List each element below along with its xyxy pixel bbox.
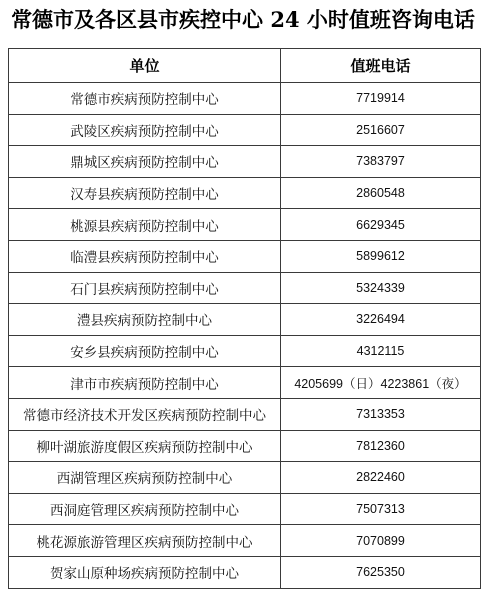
unit-cell: 西洞庭管理区疾病预防控制中心 <box>9 493 281 525</box>
table-row <box>9 493 481 525</box>
table-row <box>9 177 481 209</box>
phone-cell: 7507313 <box>281 493 481 525</box>
unit-cell: 津市市疾病预防控制中心 <box>9 367 281 399</box>
unit-cell: 柳叶湖旅游度假区疾病预防控制中心 <box>9 430 281 462</box>
unit-cell: 澧县疾病预防控制中心 <box>9 304 281 336</box>
table-row <box>9 83 481 115</box>
table-row <box>9 304 481 336</box>
unit-cell: 石门县疾病预防控制中心 <box>9 272 281 304</box>
table-row <box>9 556 481 588</box>
phone-cell: 4205699（日）4223861（夜） <box>281 367 481 399</box>
phone-cell: 2860548 <box>281 177 481 209</box>
header-unit: 单位 <box>9 49 281 83</box>
table-row <box>9 430 481 462</box>
unit-cell: 武陵区疾病预防控制中心 <box>9 114 281 146</box>
unit-cell: 桃花源旅游管理区疾病预防控制中心 <box>9 525 281 557</box>
unit-cell: 安乡县疾病预防控制中心 <box>9 335 281 367</box>
unit-cell: 鼎城区疾病预防控制中心 <box>9 146 281 178</box>
unit-cell: 汉寿县疾病预防控制中心 <box>9 177 281 209</box>
unit-cell: 常德市经济技术开发区疾病预防控制中心 <box>9 398 281 430</box>
phone-cell: 5899612 <box>281 240 481 272</box>
table-row <box>9 462 481 494</box>
table-row <box>9 525 481 557</box>
table-header <box>9 49 481 83</box>
phone-cell: 2516607 <box>281 114 481 146</box>
table-row <box>9 272 481 304</box>
phone-cell: 7313353 <box>281 398 481 430</box>
page-title: 常德市及各区县市疾控中心 24 小时值班咨询电话 <box>11 7 475 32</box>
phone-cell: 4312115 <box>281 335 481 367</box>
table-row <box>9 367 481 399</box>
phone-cell: 2822460 <box>281 462 481 494</box>
hotline-table <box>8 48 481 589</box>
phone-cell: 6629345 <box>281 209 481 241</box>
table-row <box>9 146 481 178</box>
phone-cell: 5324339 <box>281 272 481 304</box>
unit-cell: 西湖管理区疾病预防控制中心 <box>9 462 281 494</box>
phone-cell: 7383797 <box>281 146 481 178</box>
phone-cell: 3226494 <box>281 304 481 336</box>
table-body <box>9 83 481 589</box>
table-row <box>9 398 481 430</box>
table-row <box>9 240 481 272</box>
phone-cell: 7812360 <box>281 430 481 462</box>
phone-cell: 7719914 <box>281 83 481 115</box>
phone-cell: 7070899 <box>281 525 481 557</box>
header-row <box>9 49 481 83</box>
unit-cell: 贺家山原种场疾病预防控制中心 <box>9 556 281 588</box>
phone-cell: 7625350 <box>281 556 481 588</box>
unit-cell: 常德市疾病预防控制中心 <box>9 83 281 115</box>
unit-cell: 临澧县疾病预防控制中心 <box>9 240 281 272</box>
header-phone: 值班电话 <box>281 49 481 83</box>
table-row <box>9 335 481 367</box>
table-row <box>9 114 481 146</box>
table-row <box>9 209 481 241</box>
unit-cell: 桃源县疾病预防控制中心 <box>9 209 281 241</box>
